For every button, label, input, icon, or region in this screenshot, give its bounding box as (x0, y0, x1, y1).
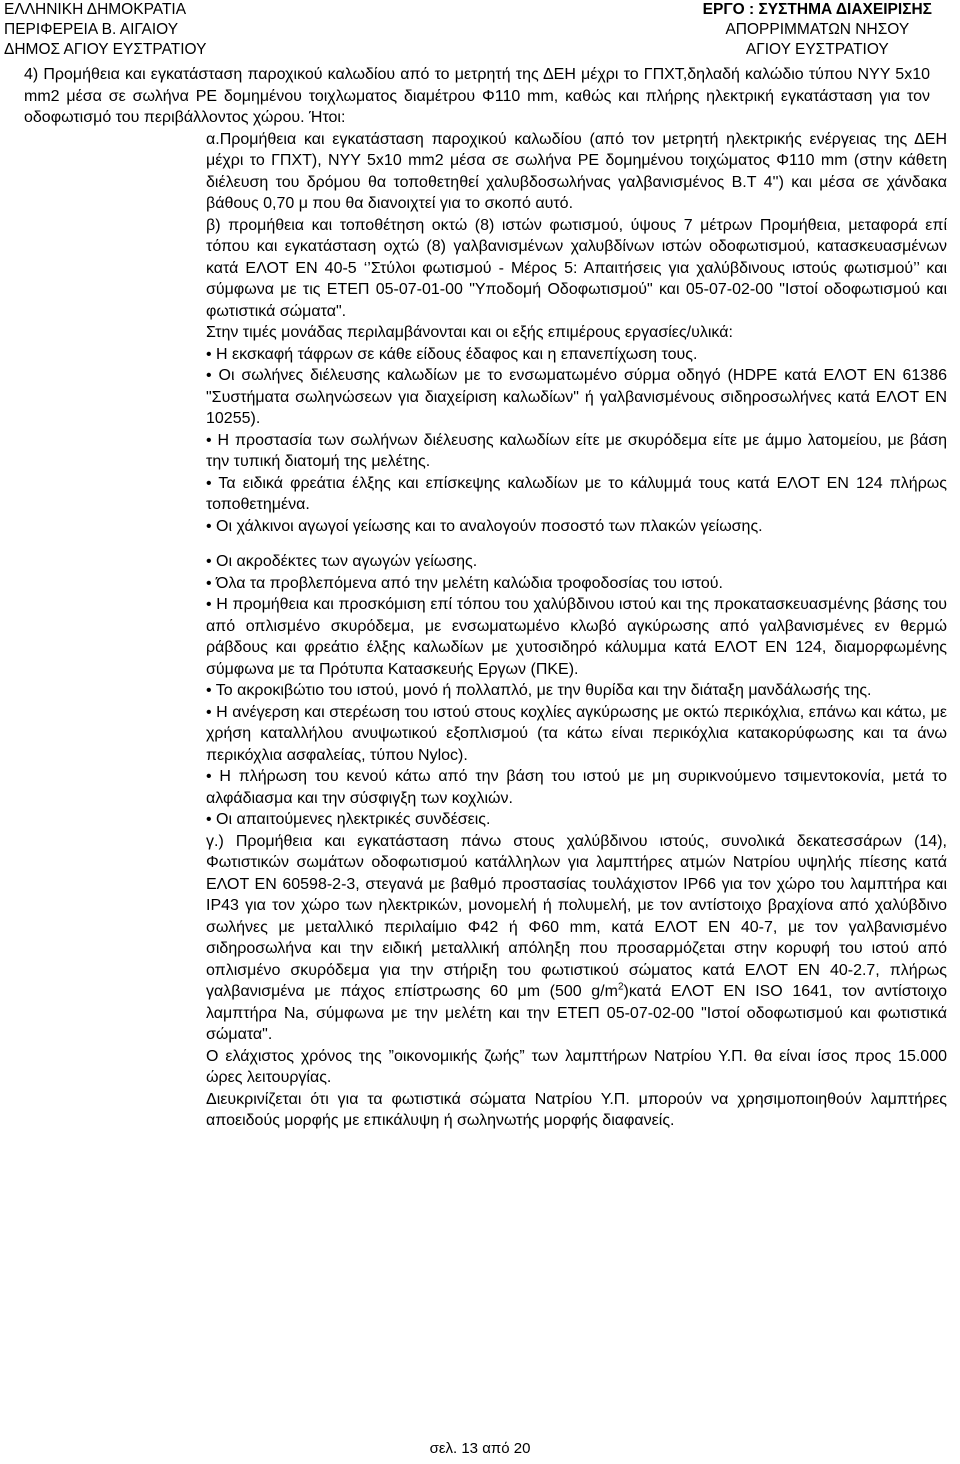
project-block (703, 0, 932, 60)
list-item: • Τα ειδικά φρεάτια έλξης και επίσκεψης καλωδίων με το κάλυμμά τους κατά ΕΛΟΤ ΕΝ 124 πλήρως τοποθετημένα. (206, 474, 947, 513)
list-item: • Οι ακροδέκτες των αγωγών γείωσης. (206, 553, 478, 570)
list-item: • Η πλήρωση του κενού κάτω από την βάση του ιστού με μη συρικνούμενο τσιμεντοκονία, μετά το αλφάδιασμα και την σύσφιγξη των κοχλιών. (206, 768, 947, 807)
project-line-2: ΑΠΟΡΡΙΜΜΑΤΩΝ ΝΗΣΟΥ (725, 21, 910, 38)
issuer-block (4, 0, 206, 60)
page-number: σελ. 13 από 20 (429, 1440, 531, 1457)
project-title: ΕΡΓΟ : ΣΥΣΤΗΜΑ ΔΙΑΧΕΙΡΙΣΗΣ (702, 1, 932, 18)
list-item: • Οι απαιτούμενες ηλεκτρικές συνδέσεις. (206, 811, 491, 828)
list-item: • Η προστασία των σωλήνων διέλευσης καλωδίων είτε με σκυρόδεμα είτε με άμμο λατομείου, με βάση την τυπική διατομή της μελέτης. (206, 431, 947, 470)
gamma-text-end: )κατά ΕΛΟΤ ΕΝ ISO 1641, τον αντίστοιχο λαμπτήρα Na, σύμφωνα με την μελέτη και την ΕΤΕΠ 05-07-02-00 "Ιστοί οδοφωτισμού και φωτιστικά σώματα". (206, 983, 947, 1043)
clarification-paragraph: Διευκρινίζεται ότι για τα φωτιστικά σώματα Νατρίου Υ.Π. μπορούν να χρησιμοποιηθούν λαμπτήρες αποειδούς μορφής με επικάλυψη ή σωληνωτής μορφής διαφανείς. (206, 1090, 947, 1129)
page-header (0, 0, 960, 60)
issuer-line-1: ΕΛΛΗΝΙΚΗ ΔΗΜΟΚΡΑΤΙΑ (4, 1, 187, 18)
section-gamma (206, 831, 947, 1046)
gamma-text: γ.) Προμήθεια και εγκατάσταση πάνω στους χαλύβδινου ιστούς, συνολικά δεκατεσσάρων (14), Φωτιστικών σωμάτων οδοφωτισμού κατάλληλων για λαμπτήρες ατμών Νατρίου υψηλής πίεσης κατά ΕΛΟΤ ΕΝ 60598-2-3, στεγανά με βαθμό προστασίας τουλάχιστον IP66 για τον χώρο του λαμπτήρα και IP43 για τον χώρο των ηλεκτρικών, μονομελή ή πολυμελή, με τον αντίστοιχο βραχίονα από χαλύβδινο σωλήνες με μεταλλικό περιλαίμιο Φ42 ή Φ60 mm, κατά ΕΛΟΤ ΕΝ 40-7, με τον γαλβανισμένο σιδηροσωλήνα και την ειδική μεταλλική απόληξη που προσαρμόζεται στην κορυφή του ιστού από οπλισμένο σκυρόδεμα για την στήριξη του φωτιστικού σώματος κατά ΕΛΟΤ ΕΝ 40-2.7, πλήρως γαλβανισμένα με πάχος επίστρωσης 60 μm (500 g/m (206, 832, 947, 1000)
bullet-list-1 (24, 344, 960, 538)
lamp-lifetime-paragraph: Ο ελάχιστος χρόνος της ”οικονομικής ζωής” των λαμπτήρων Νατρίου Υ.Π. θα είναι ίσος προς 15.000 ώρες λειτουργίας. (206, 1047, 947, 1086)
list-item: • Η προμήθεια και προσκόμιση επί τόπου του χαλύβδινου ιστού και της προκατασκευασμένης βάσης του από οπλισμένο σκυρόδεμα, με ενσωματωμένο κλωβό αγκύρωσης από γαλβανισμένες εν θερμώ ράβδους και φρεάτιο έλξης καλωδίων με χυτοσιδηρό κάλυμμα κατά ΕΛΟΤ ΕΝ 124, διαμορφωμένης σύμφωνα με τα Πρότυπα Κατασκευής Εργων (ΠΚΕ). (206, 596, 947, 678)
section-alpha: α.Προμήθεια και εγκατάσταση παροχικού καλωδίου (από τον μετρητή ηλεκτρικής ενέργειας της ΔΕΗ μέχρι το ΓΠΧΤ), ΝΥΥ 5x10 mm2 μέσα σε σωλήνα PE δομημένου τοιχώματος Φ110 mm (στην κάθετη διέλευση του δρόμου θα τοποθετηθεί χαλυβδοσωλήνας γαλβανισμένος Β.Τ 4'') και μέσα σε χάνδακα βάθους 0,70 μ που θα διανοιχτεί για το σκοπό αυτό. (206, 130, 947, 212)
includes-heading: Στην τιμές μονάδας περιλαμβάνονται και οι εξής επιμέρους εργασίες/υλικά: (206, 324, 733, 341)
list-item: • Η ανέγερση και στερέωση του ιστού στους κοχλίες αγκύρωσης με οκτώ περικόχλια, επάνω και κάτω, με χρήση καταλλήλου ανυψωτικού εξοπλισμού (τα κάτω είναι περικόχλια κατακορύφωσης και τα άνω περικόχλια ασφαλείας, τύπου Nyloc). (206, 703, 947, 764)
section-beta: β) προμήθεια και τοποθέτηση οκτώ (8) ιστών φωτισμού, ύψους 7 μέτρων Προμήθεια, μεταφορά επί τόπου και εγκατάσταση οχτώ (8) γαλβανισμένων χαλυβδίνων ιστών οδοφωτισμού, κατασκευασμένων κατά ΕΛΟΤ ΕΝ 40-5 ‘’Στύλοι φωτισμού - Μέρος 5: Απαιτήσεις για χαλύβδινους ιστούς φωτισμού’’ και σύμφωνα με τις ΕΤΕΠ 05-07-01-00 "Υποδομή Οδοφωτισμού" και 05-07-02-00 "Ιστοί οδοφωτισμού και φωτιστικά σώματα". (206, 216, 947, 320)
spacer (24, 537, 960, 551)
list-item: • Η εκσκαφή τάφρων σε κάθε είδους έδαφος και η επανεπίχωση τους. (206, 345, 698, 363)
list-item: • Το ακροκιβώτιο του ιστού, μονό ή πολλαπλό, με την θυρίδα και την διάταξη μανδάλωσής της. (206, 682, 872, 699)
gamma-superscript: 2 (617, 981, 624, 993)
project-line-3: ΑΓΙΟΥ ΕΥΣΤΡΑΤΙΟΥ (745, 41, 889, 58)
list-item: • Οι σωλήνες διέλευσης καλωδίων με το ενσωματωμένο σύρμα οδηγό (HDPE κατά ΕΛΟΤ ΕΝ 61386 "Συστήματα σωληνώσεων για διαχείριση καλωδίων" ή γαλβανισμένους σιδηροσωλήνες κατά ΕΛΟΤ ΕΝ 10255). (206, 367, 947, 427)
bullet-list-2 (24, 551, 960, 831)
list-item: • Οι χάλκινοι αγωγοί γείωσης και το αναλογούν ποσοστό των πλακών γείωσης. (206, 517, 763, 535)
issuer-line-2: ΠΕΡΙΦΕΡΕΙΑ Β. ΑΙΓΑΙΟΥ (4, 21, 179, 38)
intro-paragraph: 4) Προμήθεια και εγκατάσταση παροχικού καλωδίου από το μετρητή της ΔΕΗ μέχρι το ΓΠΧΤ,δηλαδή καλώδιο τύπου ΝΥΥ 5x10 mm2 μέσα σε σωλήνα PE δομημένου τοιχλωματος διαμέτρου Φ110 mm, καθώς και πλήρης ηλεκτρική εγκατάσταση για τον οδοφωτισμό του περιβάλλοντος χώρου. Ήτοι: (24, 66, 930, 126)
issuer-line-3: ΔΗΜΟΣ ΑΓΙΟΥ ΕΥΣΤΡΑΤΙΟΥ (4, 41, 207, 58)
document-body (24, 64, 960, 1132)
list-item: • Όλα τα προβλεπόμενα από την μελέτη καλώδια τροφοδοσίας του ιστού. (206, 574, 723, 592)
